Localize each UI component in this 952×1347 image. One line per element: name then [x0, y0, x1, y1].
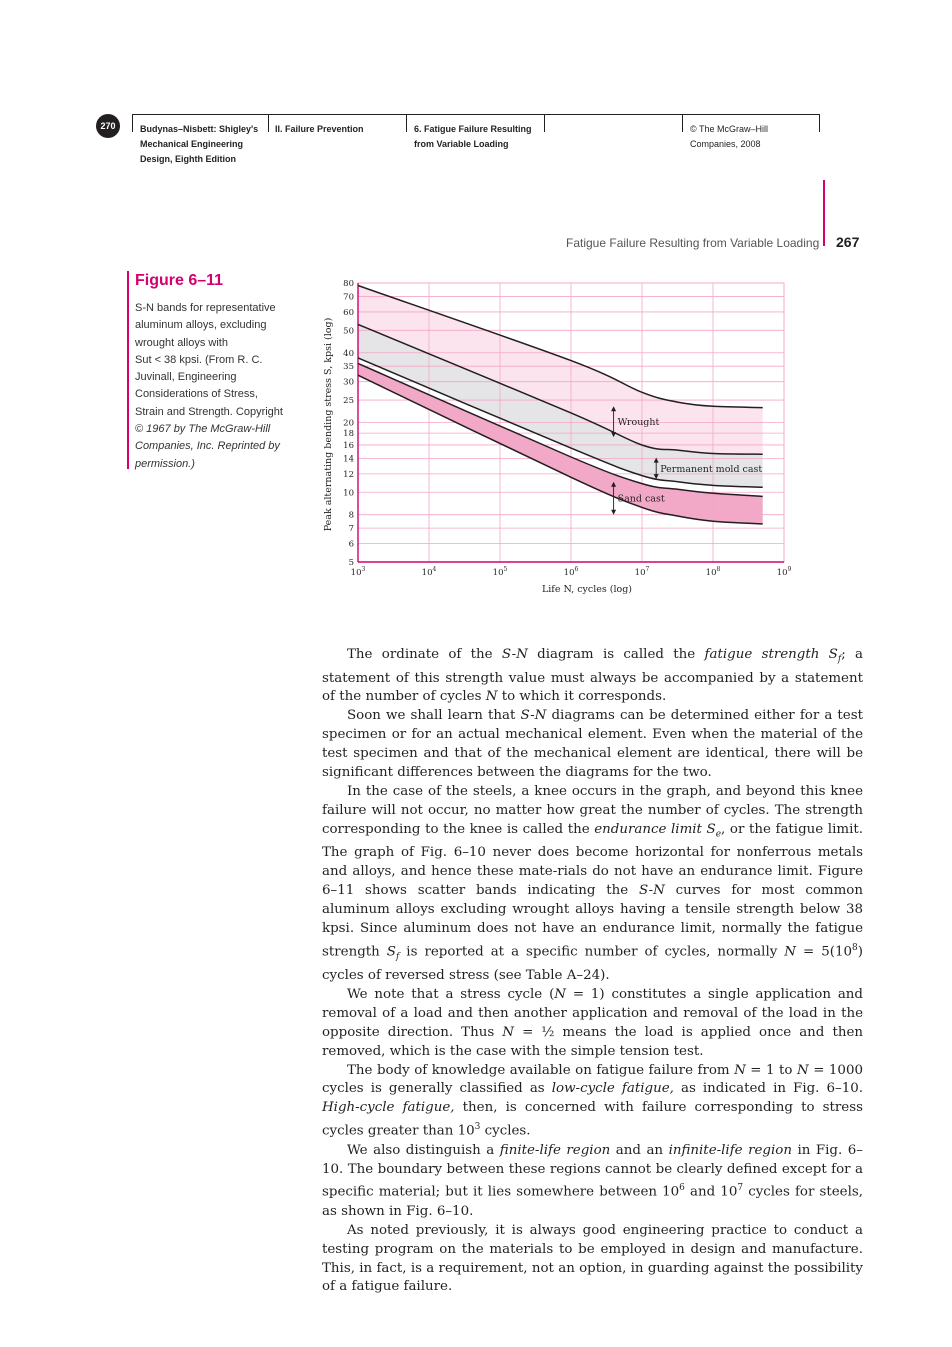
- caption-line: © 1967 by The McGraw-Hill: [135, 423, 271, 436]
- x-tick-label: $10^6$: [563, 566, 579, 578]
- y-tick-label: 40: [343, 348, 354, 359]
- caption-line: wrought alloys with: [135, 336, 228, 349]
- page-badge: 270: [96, 114, 120, 138]
- annotation-label: Permanent mold cast: [660, 463, 763, 475]
- body-paragraph: The ordinate of the S-N diagram is called the fatigue strength $S_f$; a statement of this strength value must always be accompanied by a statement of the number of cycles N to which it corresponds.: [322, 647, 863, 705]
- header-divider: [406, 114, 407, 132]
- x-tick-label: $10^4$: [421, 566, 437, 578]
- body-paragraph: As noted previously, it is always good engineering practice to conduct a testing program on the materials to be employed in design and manufacture. This, in fact, is a requirement, not an option, in guarding against the possibility of a fatigue failure.: [322, 1222, 863, 1295]
- y-tick-label: 6: [348, 539, 354, 550]
- caption-line: Juvinall, Engineering: [135, 371, 237, 384]
- header-divider: [132, 114, 133, 132]
- x-tick-label: $10^8$: [705, 566, 721, 578]
- header-divider: [268, 114, 269, 132]
- y-tick-label: 5: [348, 558, 354, 568]
- body-paragraph: The body of knowledge available on fatigue failure from N = 1 to N = 1000 cycles is generally classified as low-cycle fatigue, as indicated in Fig. 6–10. High-cycle fatigue, then, is concerned with failure corresponding to stress cycles greater than $10^3$ cycles.: [322, 1062, 864, 1139]
- x-tick-label: $10^5$: [492, 566, 508, 578]
- body-paragraph: We also distinguish a finite-life region and an infinite-life region in Fig. 6–10. The boundary between these regions cannot be clearly defined except for a specific material; but it lies somewhere between $10^6$ and $10^7$ cycles for steels, as shown in Fig. 6–10.: [322, 1142, 864, 1219]
- running-head-rule: [823, 180, 825, 246]
- annotation-label: Wrought: [617, 417, 660, 429]
- annotation-label: Sand cast: [617, 493, 665, 505]
- caption-line: S-N bands for representative: [135, 302, 276, 314]
- y-tick-label: 16: [343, 440, 354, 451]
- x-tick-label: $10^9$: [776, 566, 792, 578]
- body-paragraph: We note that a stress cycle (N = 1) constitutes a single application and removal of a load and then another application and removal of the load in the opposite direction. Thus N = ½ means the load is applied once and then removed, which is the case with the simple tension test.: [322, 986, 863, 1059]
- caption-line: Considerations of Stress,: [135, 388, 258, 401]
- figure-caption: [135, 300, 300, 473]
- y-tick-label: 18: [343, 429, 354, 440]
- header-chapter: 6. Fatigue Failure Resulting from Variable Loading: [414, 124, 532, 149]
- caption-line: Strain and Strength. Copyright: [135, 405, 283, 418]
- header-part: II. Failure Prevention: [275, 124, 364, 134]
- figure-title: Figure 6–11: [135, 272, 224, 289]
- body-paragraph: In the case of the steels, a knee occurs in the graph, and beyond this knee failure will not occur, no matter how great the number of cycles. The strength corresponding to the knee is called the endurance limit $S_e$, or the fatigue limit. The graph of Fig. 6–10 never does become horizontal for nonferrous metals and alloys, and hence these mate-rials do not have an endurance limit. Figure 6–11 shows scatter bands indicating the S-N curves for most common aluminum alloys excluding wrought alloys having a tensile strength below 38 kpsi. Since aluminum does not have an endurance limit, normally the fatigue strength $S_f$ is reported at a specific number of cycles, normally $N = 5(10^8)$ cycles of reversed stress (see Table A–24).: [322, 784, 863, 983]
- caption-bar: [127, 271, 129, 469]
- y-tick-label: 20: [343, 418, 354, 429]
- header-rule: [132, 114, 820, 115]
- y-tick-label: 30: [343, 377, 354, 388]
- header-divider: [819, 114, 820, 132]
- y-tick-label: 12: [343, 469, 354, 480]
- y-tick-label: 50: [343, 326, 354, 337]
- x-axis-label: Life N, cycles (log): [541, 584, 633, 595]
- y-tick-label: 70: [343, 292, 354, 303]
- caption-line: Companies, Inc. Reprinted by: [135, 440, 280, 453]
- y-axis-label: Peak alternating bending stress S, kpsi (log): [323, 317, 334, 532]
- header-copyright: © The McGraw–Hill Companies, 2008: [690, 124, 768, 149]
- y-tick-label: 14: [343, 454, 354, 465]
- y-tick-label: 7: [348, 524, 354, 535]
- caption-line: Sut < 38 kpsi. (From R. C.: [135, 353, 263, 366]
- body-paragraph: Soon we shall learn that S-N diagrams can be determined either for a test specimen or for an actual mechanical element. Even when the material of the test specimen and that of the mechanical element are identical, there will be significant differences between the diagrams for the two.: [322, 708, 863, 781]
- page-number: 267: [836, 234, 860, 250]
- y-tick-label: 60: [343, 307, 354, 318]
- running-head: Fatigue Failure Resulting from Variable Loading: [566, 236, 820, 250]
- body-text: [322, 646, 863, 1297]
- y-tick-label: 8: [348, 510, 354, 521]
- header-book-title: Budynas–Nisbett: Shigley's Mechanical Engineering Design, Eighth Edition: [140, 124, 259, 164]
- caption-line: aluminum alloys, excluding: [135, 319, 267, 332]
- arrow-head: [611, 510, 616, 515]
- header-divider: [544, 114, 545, 132]
- y-tick-label: 25: [343, 396, 354, 407]
- header-divider: [682, 114, 683, 132]
- sn-chart: [318, 275, 796, 601]
- x-tick-label: $10^7$: [634, 566, 650, 578]
- caption-line: permission.): [135, 457, 195, 470]
- y-tick-label: 80: [343, 279, 354, 289]
- x-tick-label: $10^3$: [350, 566, 366, 578]
- y-tick-label: 35: [343, 362, 354, 373]
- y-tick-label: 10: [343, 488, 354, 499]
